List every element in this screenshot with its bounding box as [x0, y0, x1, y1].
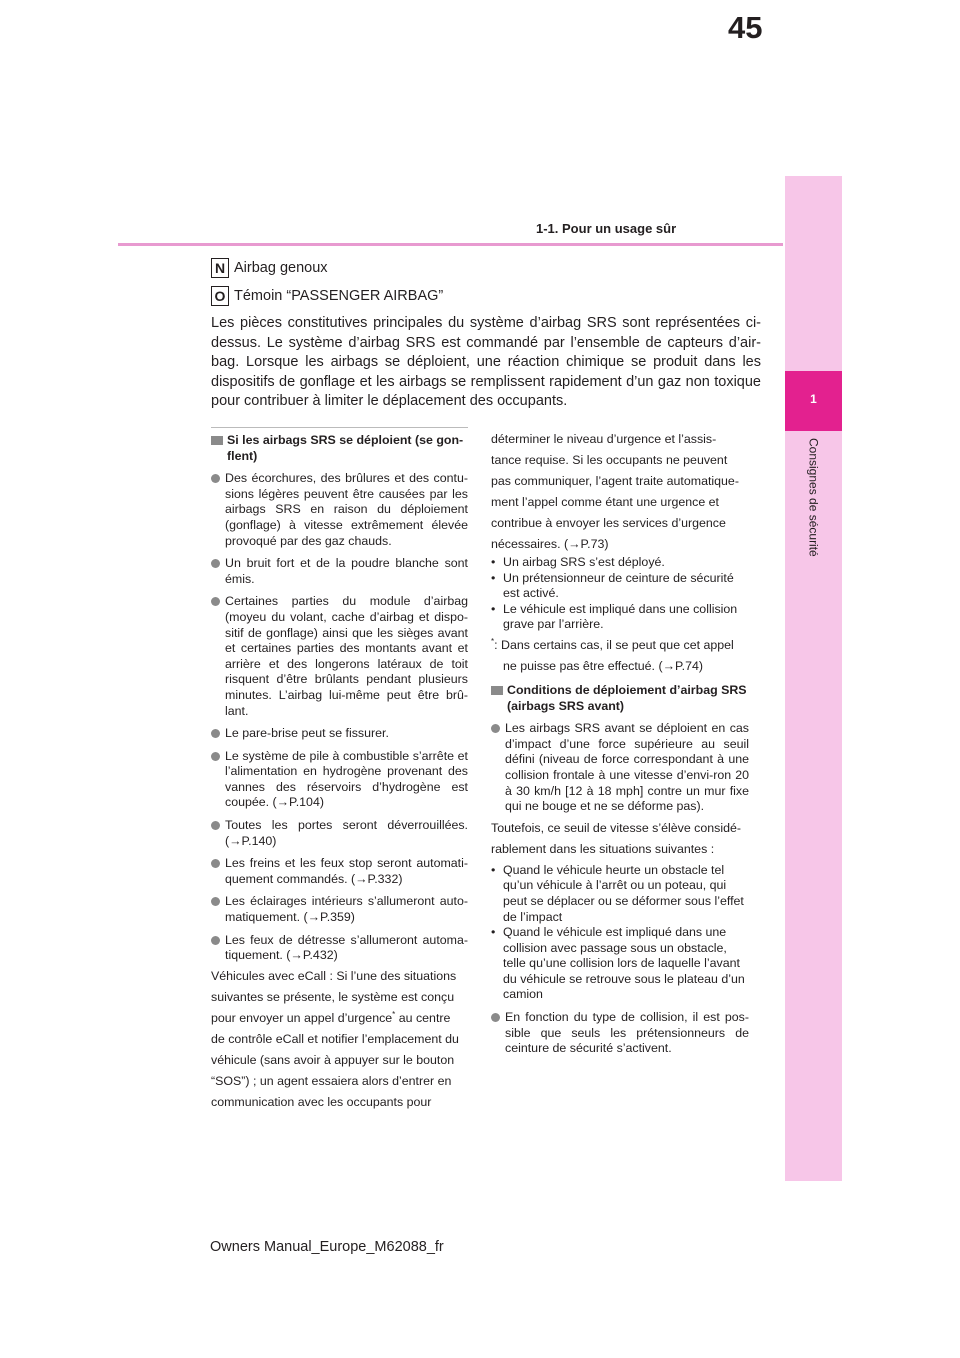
footnote: *: Dans certains cas, il se peut que cet appel ne puisse pas être effectué. (→P.74) — [491, 636, 734, 673]
bullet-dot-icon — [491, 721, 505, 815]
chapter-number: 1 — [810, 392, 817, 406]
bullet-dot-icon — [211, 749, 225, 811]
list-item: • Quand le véhicule heurte un obstacle tel qu’un véhicule à l’arrêt ou un poteau, qui peut se déplacer ou se déformer sous l’effet de l’impact — [491, 862, 744, 924]
knee-airbag-item: Airbag genoux — [234, 260, 328, 276]
chapter-title — [785, 438, 842, 588]
bullet-dot-icon — [211, 594, 225, 719]
left-column — [211, 433, 468, 1113]
bullet-dot-icon — [211, 818, 225, 849]
list-item: Des écorchures, des brûlures et des contu-sions légères peuvent être causées par les airbags SRS en raison du déploiement (gonflage) à vitesse extrêmement élevée provoqué par des gaz chauds. — [211, 471, 468, 549]
label-box-o: O — [211, 286, 229, 306]
heading-text: Si les airbags SRS se déploient (se gon-flent) — [227, 433, 464, 463]
square-bullet-icon — [211, 436, 223, 445]
threshold-paragraph: Toutefois, ce seuil de vitesse s’élève considé- rablement dans les situations suivantes : — [491, 820, 742, 856]
chapter-side-strip — [785, 176, 842, 1181]
list-item: En fonction du type de collision, il est pos-sible que seuls les prétensionneurs de ceinture de sécurité s’activent. — [491, 1010, 749, 1057]
list-item: Les airbags SRS avant se déploient en cas d’impact d’une force supérieure au seuil défini (niveau de force correspondant à une collision frontale à une vitesse d’envi-ron 20 à 30 km/h [12 à 18 mph] contre un mur fixe qui ne bouge et ne se déforme pas). — [491, 721, 749, 815]
header-rule — [118, 243, 783, 246]
heading-text: Conditions de déploiement d’airbag SRS (airbags SRS avant) — [507, 682, 747, 713]
list-item: • Quand le véhicule est impliqué dans une collision avec passage sous un obstacle, telle qu’une collision lors de laquelle l’avant du véhicule se retrouve sous le plateau d’un camion — [491, 925, 745, 1002]
bullet-dot-icon — [211, 894, 225, 925]
deployment-heading — [211, 433, 468, 464]
list-item: • Le véhicule est impliqué dans une collision grave par l’arrière. — [491, 601, 738, 632]
bullet-dot-icon — [491, 1010, 505, 1057]
footnote-marker: * — [392, 1009, 396, 1019]
list-item: • Un airbag SRS s’est déployé. — [491, 555, 665, 569]
chapter-title-text: Consignes de sécurité — [806, 438, 821, 557]
list-item: Les feux de détresse s’allumeront automa-tiquement. (→P.432) — [211, 933, 468, 964]
list-item: Certaines parties du module d’airbag (moyeu du volant, cache d’airbag et dispo-sitif de gonflage) ainsi que les sièges avant et certaines parties des montants avant et arrière et des longerons latéraux de toit risquent d’être brûlants pendant plusieurs minutes. L’airbag lui-même peut être brû-lant. — [211, 594, 468, 719]
section-title: 1-1. Pour un usage sûr — [536, 221, 677, 236]
ecall-paragraph: Véhicules avec eCall : Si l’une des situations suivantes se présente, le système est conçu pour envoyer un appel d’urgence* au centre de contrôle eCall et notifier l’emplacement du véhicule (sans avoir à appuyer sur le bouton “SOS”) ; un agent essaiera alors d’entrer en communication avec les occupants pour — [211, 968, 459, 1109]
footer-doc-id: Owners Manual_Europe_M62088_fr — [210, 1239, 444, 1255]
ecall-continued: déterminer le niveau d’urgence et l’assis- tance requise. Si les occupants ne peuvent pas communiquer, l’agent traite automatique- ment l’appel comme étant une urgence et contribue à envoyer les services d’urgence nécessaires. (→P.73) — [491, 432, 739, 551]
bullet-dot-icon — [211, 726, 225, 742]
page-number: 45 — [728, 10, 763, 45]
bullet-dot-icon — [211, 856, 225, 887]
list-item: Le pare-brise peut se fissurer. — [211, 726, 468, 742]
passenger-airbag-indicator-item: Témoin “PASSENGER AIRBAG” — [234, 288, 444, 304]
list-item: Les éclairages intérieurs s’allumeront auto-matiquement. (→P.359) — [211, 894, 468, 925]
bullet-dot-icon — [211, 556, 225, 587]
footnote-marker: * — [491, 636, 495, 646]
intro-paragraph: Les pièces constitutives principales du système d’airbag SRS sont représentées ci-dessus. Le système d’airbag SRS est commandé par l’ensemble de capteurs d’air-bag. Lorsque les airbags se déploient, une réaction chimique se produit dans les dispositifs de gonflage et les airbags se remplissent rapidement d’un gaz non toxique pour contribuer à limiter le déplacement des occupants. — [211, 315, 761, 409]
list-item: Le système de pile à combustible s’arrête et l’alimentation en hydrogène provenant des vannes des réservoirs d’hydrogène est coupée. (→P.104) — [211, 749, 468, 811]
list-item: Un bruit fort et de la poudre blanche sont émis. — [211, 556, 468, 587]
bullet-dot-icon — [211, 933, 225, 964]
deployment-conditions-heading — [491, 683, 749, 714]
list-item: • Un prétensionneur de ceinture de sécurité est activé. — [491, 570, 734, 601]
right-column — [491, 433, 749, 1064]
square-bullet-icon — [491, 686, 503, 695]
bullet-dot-icon — [211, 471, 225, 549]
list-item: Toutes les portes seront déverrouillées. (→P.140) — [211, 818, 468, 849]
list-item: Les freins et les feux stop seront automati-quement commandés. (→P.332) — [211, 856, 468, 887]
section-divider — [211, 427, 468, 428]
label-box-n: N — [211, 258, 229, 278]
